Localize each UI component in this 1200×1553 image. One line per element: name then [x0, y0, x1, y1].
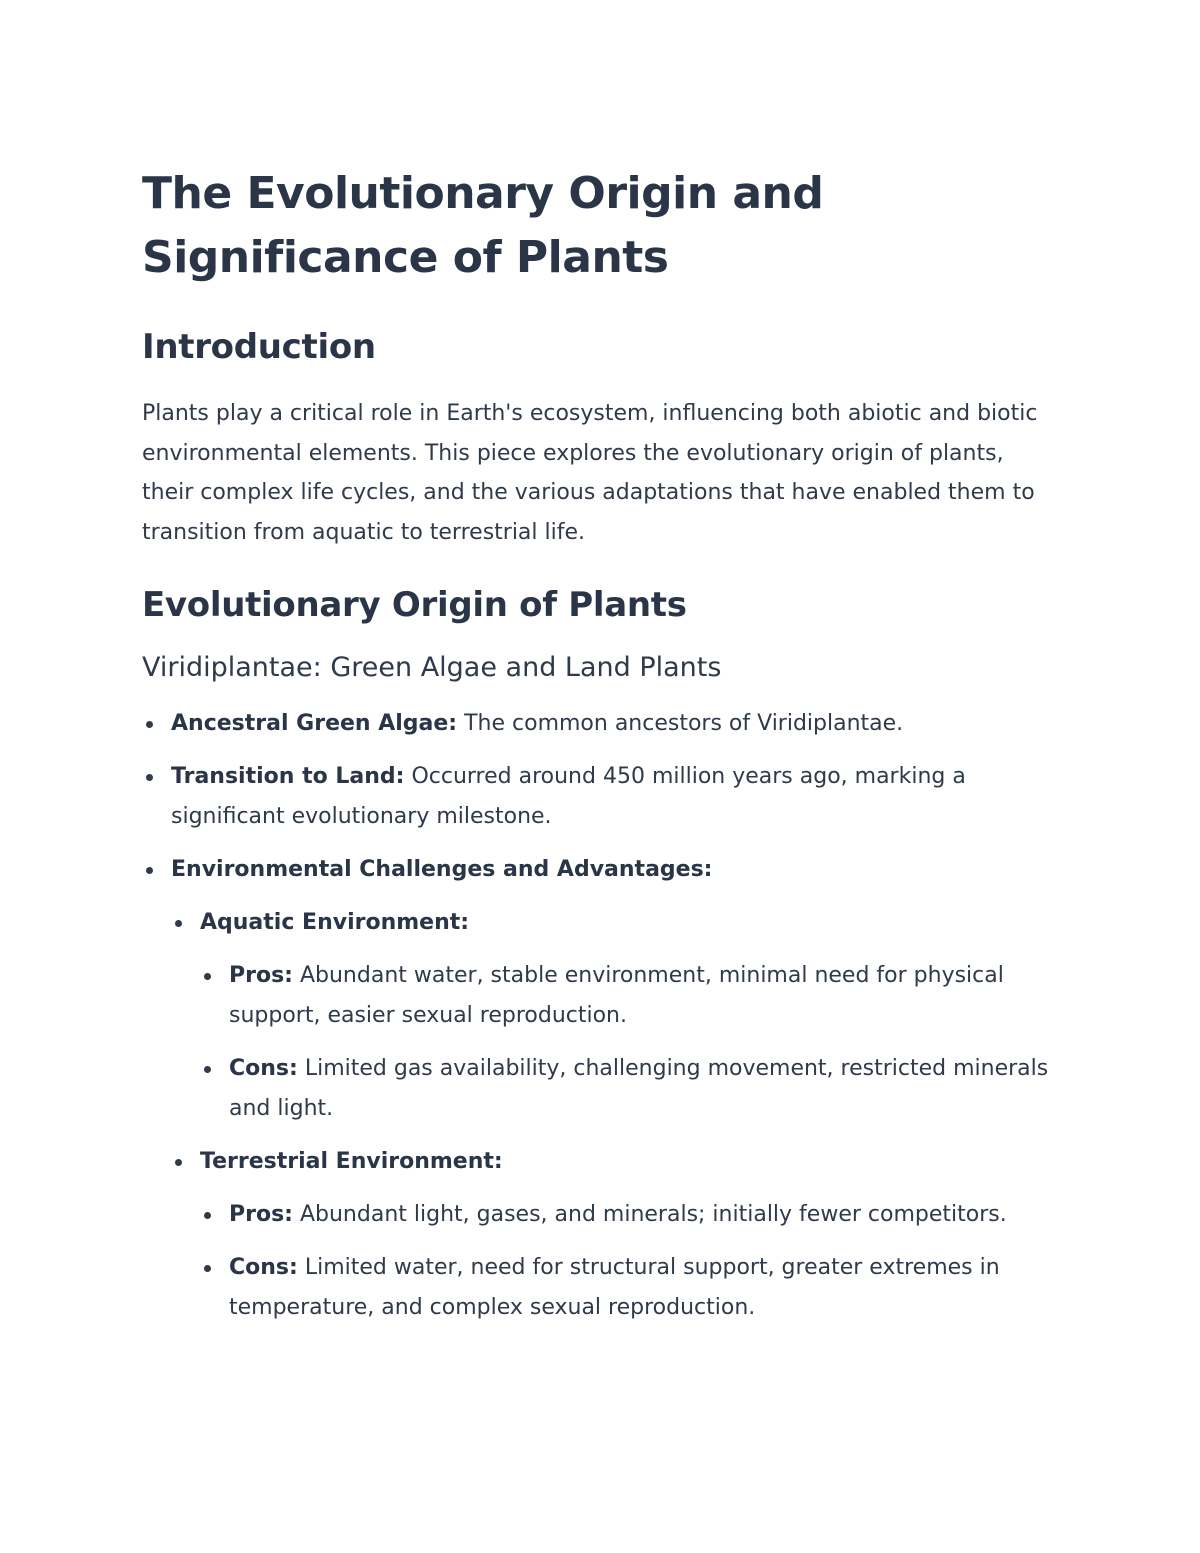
pros-label: Pros:: [229, 1202, 293, 1227]
cons-label: Cons:: [229, 1056, 298, 1081]
terrestrial-label: Terrestrial Environment:: [200, 1149, 503, 1174]
list-item-terrestrial: [171, 1142, 1062, 1328]
list-item-aquatic: [171, 903, 1062, 1129]
origin-heading: Evolutionary Origin of Plants: [142, 585, 687, 625]
list-item-terrestrial-cons: [200, 1248, 1062, 1328]
item-label: Environmental Challenges and Advantages:: [171, 857, 713, 882]
cons-text: Limited gas availability, challenging movement, restricted minerals and light.: [229, 1056, 1049, 1121]
bullet-icon: [146, 721, 153, 728]
bullet-icon: [146, 867, 153, 874]
list-item: [142, 850, 1062, 1328]
pros-label: Pros:: [229, 963, 293, 988]
list-item: [142, 757, 1062, 837]
document-page: [142, 162, 1062, 1341]
bullet-icon: [204, 1066, 211, 1073]
cons-text: Limited water, need for structural support, greater extremes in temperature, and complex sexual reproduction.: [229, 1255, 1000, 1320]
item-label: Ancestral Green Algae:: [171, 711, 458, 736]
item-text: The common ancestors of Viridiplantae.: [457, 711, 904, 736]
pros-text: Abundant water, stable environment, minimal need for physical support, easier sexual reproduction.: [229, 963, 1004, 1028]
bullet-icon: [146, 774, 153, 781]
item-label: Transition to Land:: [171, 764, 405, 789]
item-text: Occurred around 450 million years ago, marking a significant evolutionary milestone.: [171, 764, 966, 829]
environment-list: [171, 903, 1062, 1328]
pros-text: Abundant light, gases, and minerals; initially fewer competitors.: [292, 1202, 1007, 1227]
list-item-terrestrial-pros: [200, 1195, 1062, 1235]
cons-label: Cons:: [229, 1255, 298, 1280]
list-item-aquatic-cons: [200, 1049, 1062, 1129]
bullet-icon: [204, 1212, 211, 1219]
bullet-icon: [175, 1159, 182, 1166]
bullet-icon: [204, 1265, 211, 1272]
document-title: The Evolutionary Origin and Significance of Plants: [142, 168, 824, 283]
aquatic-list: [200, 956, 1062, 1129]
list-item: [142, 704, 1062, 744]
list-item-aquatic-pros: [200, 956, 1062, 1036]
origin-list: [142, 704, 1062, 1328]
terrestrial-list: [200, 1195, 1062, 1328]
aquatic-label: Aquatic Environment:: [200, 910, 470, 935]
bullet-icon: [175, 920, 182, 927]
viridiplantae-subheading: Viridiplantae: Green Algae and Land Plants: [142, 652, 722, 683]
bullet-icon: [204, 973, 211, 980]
introduction-paragraph: Plants play a critical role in Earth's ecosystem, influencing both abiotic and biotic environmental elements. This piece explores the evolutionary origin of plants, their complex life cycles, and the various adaptations that have enabled them to transition from aquatic to terrestrial life.: [142, 401, 1038, 545]
introduction-heading: Introduction: [142, 327, 376, 367]
